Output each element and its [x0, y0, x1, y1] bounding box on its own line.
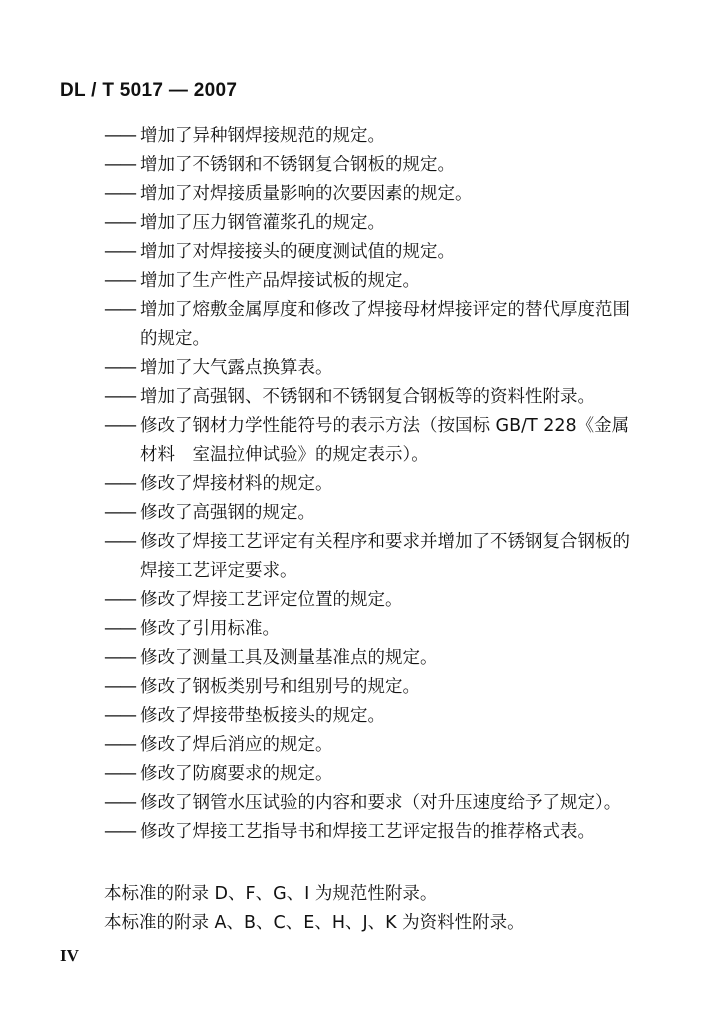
- list-item-text: 修改了高强钢的规定。: [140, 503, 315, 523]
- list-item: [104, 673, 634, 702]
- list-item: [104, 354, 634, 383]
- list-dash: ——: [104, 184, 135, 204]
- list-item: [104, 296, 634, 354]
- list-item: [104, 151, 634, 180]
- list-item-text: 修改了焊接工艺指导书和焊接工艺评定报告的推荐格式表。: [140, 822, 595, 842]
- list-dash: ——: [104, 126, 135, 146]
- informative-appendix-note: 本标准的附录 A、B、C、E、H、J、K 为资料性附录。: [104, 913, 525, 933]
- revision-list: [104, 122, 634, 847]
- list-item-text: 修改了焊接工艺评定位置的规定。: [140, 590, 403, 610]
- list-item: [104, 412, 634, 470]
- list-item-text: 修改了焊接带垫板接头的规定。: [140, 706, 385, 726]
- list-item: [104, 180, 634, 209]
- list-dash: ——: [104, 416, 135, 436]
- list-dash: ——: [104, 387, 135, 407]
- list-item: [104, 789, 634, 818]
- list-dash: ——: [104, 474, 135, 494]
- list-dash: ——: [104, 590, 135, 610]
- standard-code-header: DL / T 5017 — 2007: [60, 80, 238, 101]
- list-dash: ——: [104, 532, 135, 552]
- list-item-text: 增加了不锈钢和不锈钢复合钢板的规定。: [140, 155, 455, 175]
- list-item: [104, 586, 634, 615]
- list-item: [104, 238, 634, 267]
- list-item-text: 增加了对焊接接头的硬度测试值的规定。: [140, 242, 455, 262]
- list-item: [104, 122, 634, 151]
- list-dash: ——: [104, 764, 135, 784]
- list-dash: ——: [104, 300, 135, 320]
- list-item: [104, 615, 634, 644]
- page-number: IV: [60, 946, 79, 965]
- list-item-text: 修改了钢管水压试验的内容和要求（对升压速度给予了规定）。: [140, 793, 622, 813]
- list-item-text: 修改了钢板类别号和组别号的规定。: [140, 677, 420, 697]
- list-dash: ——: [104, 155, 135, 175]
- normative-appendix-note: 本标准的附录 D、F、G、I 为规范性附录。: [104, 884, 438, 904]
- list-item: [104, 499, 634, 528]
- list-item: [104, 383, 634, 412]
- list-dash: ——: [104, 648, 135, 668]
- list-item: [104, 731, 634, 760]
- list-dash: ——: [104, 503, 135, 523]
- list-dash: ——: [104, 242, 135, 262]
- list-dash: ——: [104, 271, 135, 291]
- list-item: [104, 818, 634, 847]
- list-dash: ——: [104, 735, 135, 755]
- list-item-text: 修改了钢材力学性能符号的表示方法（按国标 GB/T 228《金属材料 室温拉伸试验》的规定表示）。: [140, 416, 630, 465]
- list-item: [104, 267, 634, 296]
- list-dash: ——: [104, 213, 135, 233]
- list-dash: ——: [104, 677, 135, 697]
- list-item-text: 增加了熔敷金属厚度和修改了焊接母材焊接评定的替代厚度范围的规定。: [140, 300, 630, 349]
- list-dash: ——: [104, 822, 135, 842]
- list-dash: ——: [104, 793, 135, 813]
- list-item-text: 增加了大气露点换算表。: [140, 358, 333, 378]
- list-item-text: 增加了压力钢管灌浆孔的规定。: [140, 213, 385, 233]
- list-item-text: 修改了焊接工艺评定有关程序和要求并增加了不锈钢复合钢板的焊接工艺评定要求。: [140, 532, 630, 581]
- list-item-text: 增加了异种钢焊接规范的规定。: [140, 126, 385, 146]
- list-item-text: 修改了测量工具及测量基准点的规定。: [140, 648, 438, 668]
- list-item: [104, 644, 634, 673]
- list-item: [104, 528, 634, 586]
- list-item: [104, 760, 634, 789]
- list-dash: ——: [104, 358, 135, 378]
- list-item-text: 修改了焊接材料的规定。: [140, 474, 333, 494]
- list-dash: ——: [104, 619, 135, 639]
- list-item-text: 修改了焊后消应的规定。: [140, 735, 333, 755]
- list-item-text: 修改了防腐要求的规定。: [140, 764, 333, 784]
- list-item-text: 修改了引用标准。: [140, 619, 280, 639]
- list-item: [104, 702, 634, 731]
- list-item: [104, 470, 634, 499]
- list-item: [104, 209, 634, 238]
- list-item-text: 增加了对焊接质量影响的次要因素的规定。: [140, 184, 473, 204]
- list-item-text: 增加了生产性产品焊接试板的规定。: [140, 271, 420, 291]
- list-dash: ——: [104, 706, 135, 726]
- list-item-text: 增加了高强钢、不锈钢和不锈钢复合钢板等的资料性附录。: [140, 387, 595, 407]
